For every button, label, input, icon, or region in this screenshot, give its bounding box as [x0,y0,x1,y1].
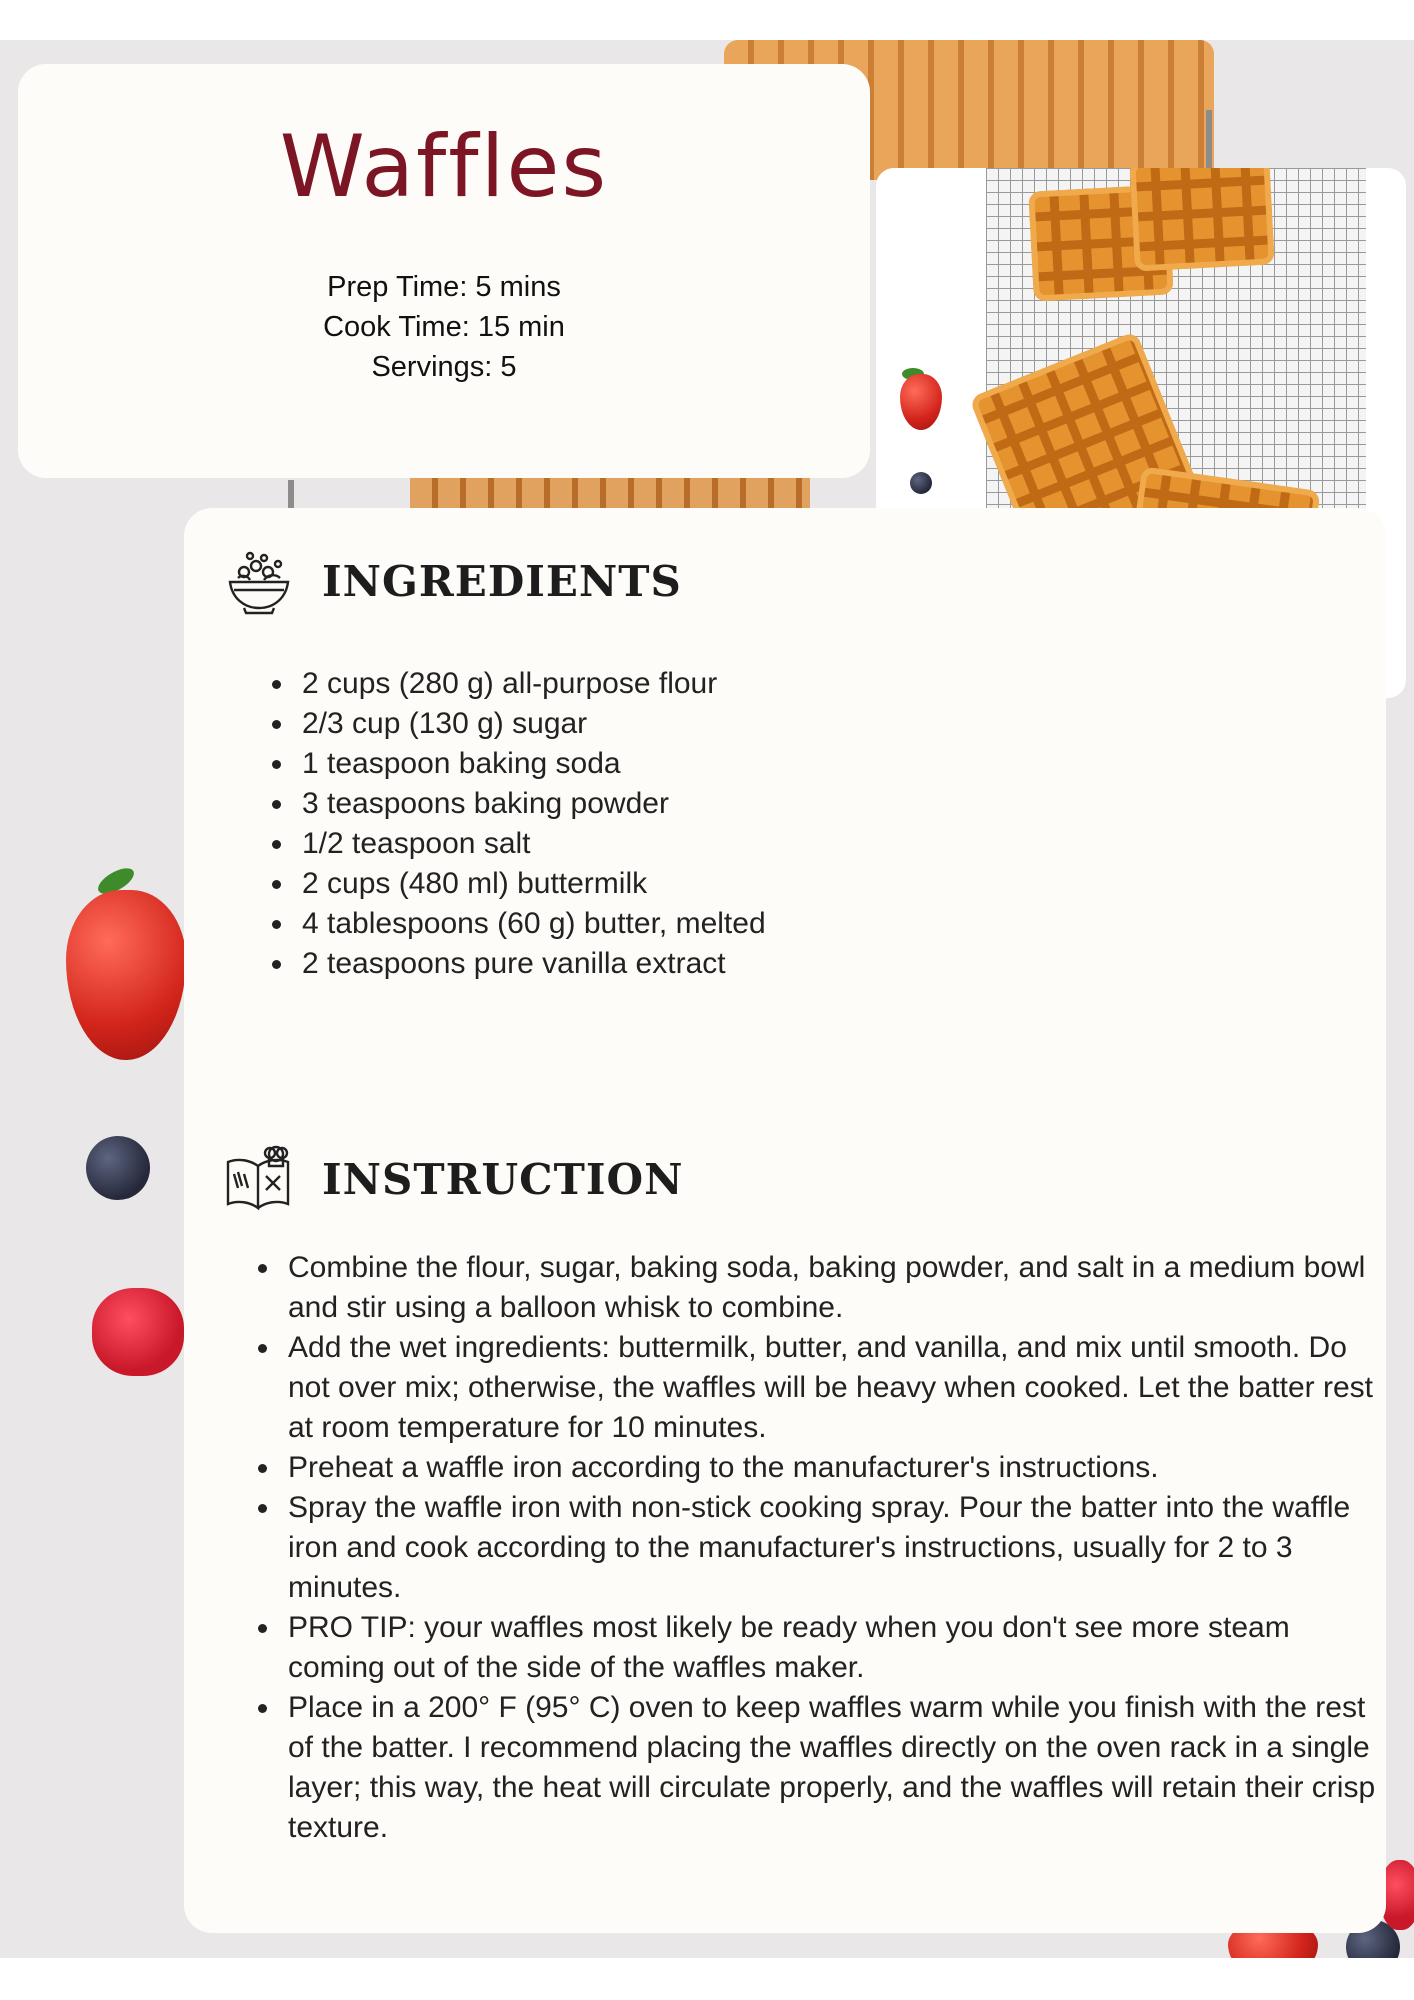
cook-time: Cook Time: 15 min [323,311,565,344]
raspberry [92,1288,184,1376]
instruction-step: • Add the wet ingredients: buttermilk, butter, and vanilla, and mix until smooth. Do not over mix; otherwise, the waffles will be heavy when cooked. Let the batter rest at room temperature for 10 minutes. [282,1328,1392,1448]
strawberry [900,374,942,430]
servings: Servings: 5 [371,351,517,384]
recipe-body-card [184,508,1386,1933]
ingredient-item: • 2/3 cup (130 g) sugar [296,704,766,744]
blueberry [86,1136,150,1200]
ingredient-item: • 2 cups (280 g) all-purpose flour [296,664,766,704]
instruction-step: • Preheat a waffle iron according to the manufacturer's instructions. [282,1448,1392,1488]
instruction-step: • Spray the waffle iron with non-stick cooking spray. Pour the batter into the waffle iron and cook according to the manufacturer's instructions, usually for 2 to 3 minutes. [282,1488,1392,1608]
recipe-title: Waffles [279,117,609,217]
ingredients-list [256,664,766,984]
ingredient-item: • 4 tablespoons (60 g) butter, melted [296,904,766,944]
ingredients-header [224,546,682,616]
ingredient-item: • 2 teaspoons pure vanilla extract [296,944,766,984]
strawberry [66,890,186,1060]
instruction-heading: INSTRUCTION [322,1154,684,1204]
blueberry [910,472,932,494]
instruction-header [224,1144,683,1214]
recipe-meta [18,267,870,387]
instruction-step: • Combine the flour, sugar, baking soda, baking powder, and salt in a medium bowl and stir using a balloon whisk to combine. [282,1248,1392,1328]
title-card [18,64,870,478]
ingredients-heading: INGREDIENTS [322,556,682,606]
ingredient-item: • 2 cups (480 ml) buttermilk [296,864,766,904]
ingredient-item: • 1 teaspoon baking soda [296,744,766,784]
prep-time: Prep Time: 5 mins [327,271,561,304]
ingredient-item: • 1/2 teaspoon salt [296,824,766,864]
instruction-steps-list [242,1248,1392,1848]
salad-bowl-icon [224,546,294,616]
instruction-step: • Place in a 200° F (95° C) oven to keep waffles warm while you finish with the rest of the batter. I recommend placing the waffles directly on the oven rack in a single layer; this way, the heat will circulate properly, and the waffles will retain their crisp texture. [282,1688,1392,1848]
waffle [1129,168,1275,272]
instruction-step: • PRO TIP: your waffles most likely be ready when you don't see more steam coming out of the side of the waffles maker. [282,1608,1392,1688]
recipe-book-icon [224,1144,294,1214]
ingredient-item: • 3 teaspoons baking powder [296,784,766,824]
